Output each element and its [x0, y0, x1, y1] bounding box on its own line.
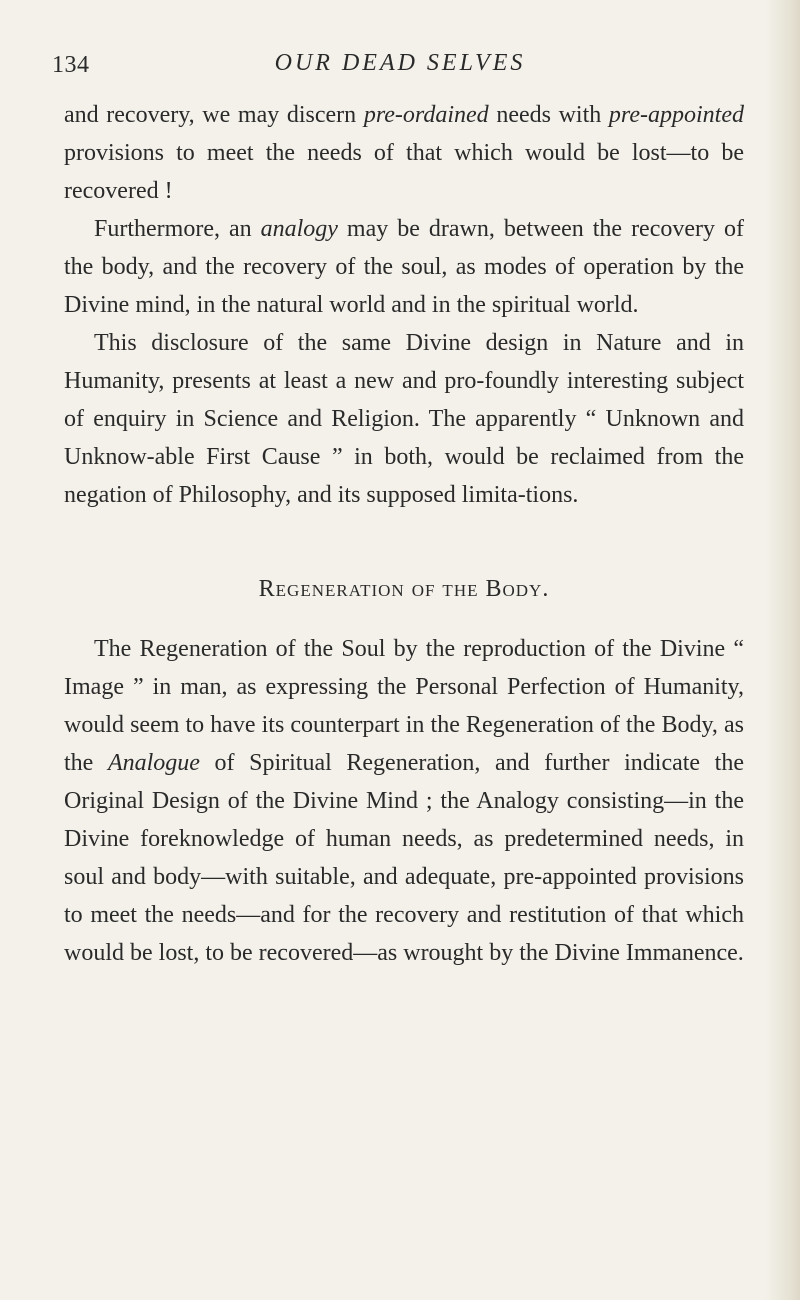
- page-edge-shadow: [766, 0, 800, 1300]
- body-text: [64, 96, 744, 972]
- paragraph-analogy: [64, 210, 744, 324]
- text-segment: of Spiritual Regeneration, and further indicate the Original Design of the Divine Mind ; the Analogy consisting—in the Divine foreknowledge of human needs, as predetermined needs, in soul and body—with suitable, and adequate, pre-appointed provisions to meet the needs—and for the recovery and restitution of that which would be lost, to be recovered—as wrought by the Divine Immanence.: [64, 750, 744, 966]
- page-number: 134: [52, 52, 90, 78]
- paragraph-continued: [64, 96, 744, 210]
- text-segment: Furthermore, an: [94, 216, 261, 242]
- italic-term: pre-ordained: [363, 102, 489, 128]
- text-segment: and recovery, we may discern: [64, 102, 364, 128]
- italic-term: analogy: [260, 216, 338, 242]
- running-head: OUR DEAD SELVES: [274, 50, 526, 76]
- text-segment: provisions to meet the needs of that which would be lost—to be recovered !: [64, 140, 744, 204]
- italic-term: pre-appointed: [608, 102, 744, 128]
- paragraph-disclosure: This disclosure of the same Divine design in Nature and in Humanity, presents at least a new and pro-foundly interesting subject of enquiry in Science and Religion. The apparently “ Unknown and Unknow-able First Cause ” in both, would be reclaimed from the negation of Philosophy, and its supposed limita-tions.: [64, 330, 744, 508]
- section-heading: Regeneration of the Body.: [258, 576, 550, 602]
- text-segment: may be drawn, between the recovery of the body, and the recovery of the soul, as modes of operation by the Divine mind, in the natural world and in the spiritual world.: [64, 216, 744, 318]
- page-header: [0, 48, 800, 88]
- text-segment: needs with: [488, 102, 609, 128]
- paragraph-regeneration: [64, 630, 744, 972]
- italic-term: Analogue: [107, 750, 200, 776]
- text-segment: The Regeneration of the Soul by the reproduction of the Divine “ Image ” in man, as expressing the Personal Perfection of Humanity, would seem to have its counterpart in the Regeneration of the Body, as the: [64, 636, 744, 776]
